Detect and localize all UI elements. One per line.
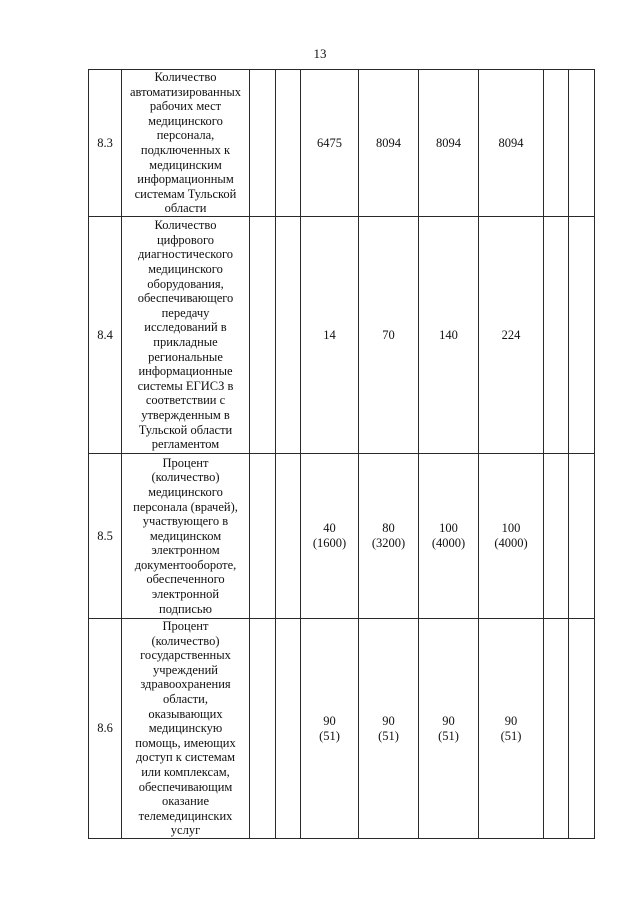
description-line: или комплексам, [141,764,230,779]
description-line: здравоохранения [140,677,231,692]
description-line: Процент [162,619,209,634]
value-count: (1600) [312,536,347,550]
empty-cell [544,217,569,454]
value-cell [479,217,544,454]
empty-cell [544,454,569,619]
row-number-cell: 8.5 [89,454,122,619]
value-number: 90 [442,713,455,728]
description-line: области [164,201,207,216]
value-count: (4000) [494,536,528,550]
empty-cell [544,70,569,217]
description-line: медицинского [148,113,223,128]
description-line: утвержденным в [141,407,230,422]
description-line: системы ЕГИСЗ в [137,378,234,393]
description-line: информационные [138,364,233,379]
page-number: 13 [313,46,327,61]
value-number: 40 [323,521,336,536]
empty-cell [569,70,595,217]
value-number: 90 [382,713,395,728]
description-line: медицинским [149,157,222,172]
value-cell [479,619,544,839]
description-line: передачу [161,305,210,320]
value-number: 8094 [376,135,401,150]
row-number-cell: 8.3 [89,70,122,217]
table-row [89,619,595,839]
value-cell [359,217,419,454]
indicator-description-cell [122,217,250,454]
value-number: 100 [501,521,521,536]
value-cell [419,70,479,217]
value-number: 70 [382,327,395,342]
description-line: (количество) [151,470,220,485]
value-count: (4000) [431,536,466,550]
description-line: медицинском [149,528,222,543]
description-line: услуг [170,823,201,838]
value-cell [301,70,359,217]
description-line: Процент [162,455,209,470]
description-line: системам Тульской [134,186,237,201]
value-number: 224 [501,327,521,342]
description-line: автоматизированных [129,84,242,99]
value-count: (3200) [371,536,406,550]
value-cell [301,619,359,839]
description-line: Количество [154,218,217,233]
description-line: государственных [140,648,231,663]
table-row [89,70,595,217]
description-line: электронной [151,587,220,602]
value-number: 80 [382,521,395,536]
description-line: соответствии с [145,393,226,408]
value-cell [359,619,419,839]
value-number: 100 [439,521,458,536]
value-count: (51) [500,728,522,743]
description-line: медицинскую [148,721,223,736]
description-line: персонала (врачей), [133,499,238,514]
value-number: 140 [439,327,458,342]
empty-cell [250,217,276,454]
description-line: электронном [151,543,220,558]
value-count: (51) [438,728,459,743]
description-line: помощь, имеющих [135,735,236,750]
description-line: Тульской области [138,422,233,437]
empty-cell [276,619,301,839]
row-number-cell: 8.4 [89,217,122,454]
value-number: 90 [323,713,336,728]
empty-cell [569,454,595,619]
value-cell [419,217,479,454]
value-number: 14 [323,327,336,342]
value-cell [301,217,359,454]
description-line: рабочих мест [149,99,222,114]
description-line: цифрового [156,232,215,247]
description-line: прикладные [153,335,218,349]
indicator-description-cell [122,70,250,217]
empty-cell [544,619,569,839]
value-count: (51) [378,728,399,743]
table-row [89,217,595,454]
description-line: персонала, [156,128,215,143]
description-line: учреждений [153,662,218,677]
empty-cell [250,454,276,619]
value-number: 8094 [498,135,524,150]
empty-cell [250,70,276,217]
value-cell [359,454,419,619]
description-line: медицинского [148,262,223,277]
empty-cell [276,70,301,217]
description-line: региональные [148,349,223,364]
indicator-description-cell [122,619,250,839]
empty-cell [569,619,595,839]
value-cell [359,70,419,217]
description-line: (количество) [151,633,220,648]
value-number: 8094 [436,135,461,150]
description-line: обеспечивающим [138,779,233,794]
description-line: оказывающих [148,706,223,721]
description-line: обеспечивающего [137,291,234,306]
description-line: участвующего в [142,514,229,529]
empty-cell [276,454,301,619]
value-number: 6475 [317,135,342,150]
description-line: подключенных к [140,143,231,157]
empty-cell [569,217,595,454]
value-cell [419,619,479,839]
value-number: 90 [504,713,518,728]
description-line: области, [163,692,208,707]
description-line: исследований в [144,320,227,335]
description-line: информационным [137,172,234,187]
description-line: диагностического [137,247,234,262]
row-number-cell: 8.6 [89,619,122,839]
value-cell [479,454,544,619]
value-cell [479,70,544,217]
description-line: медицинского [148,484,223,499]
table-row [89,454,595,619]
description-line: телемедицинских [138,808,233,823]
description-line: регламентом [151,437,220,452]
description-line: доступ к системам [135,750,236,765]
indicator-description-cell [122,454,250,619]
value-cell [301,454,359,619]
empty-cell [250,619,276,839]
description-line: Количество [154,70,217,85]
empty-cell [276,217,301,454]
value-count: (51) [319,728,340,743]
value-cell [419,454,479,619]
description-line: оборудования, [147,276,224,291]
description-line: подписью [159,601,212,616]
description-line: оказание [161,794,210,809]
description-line: обеспеченного [146,572,225,587]
indicators-table [88,69,595,839]
description-line: документообороте, [134,557,237,572]
